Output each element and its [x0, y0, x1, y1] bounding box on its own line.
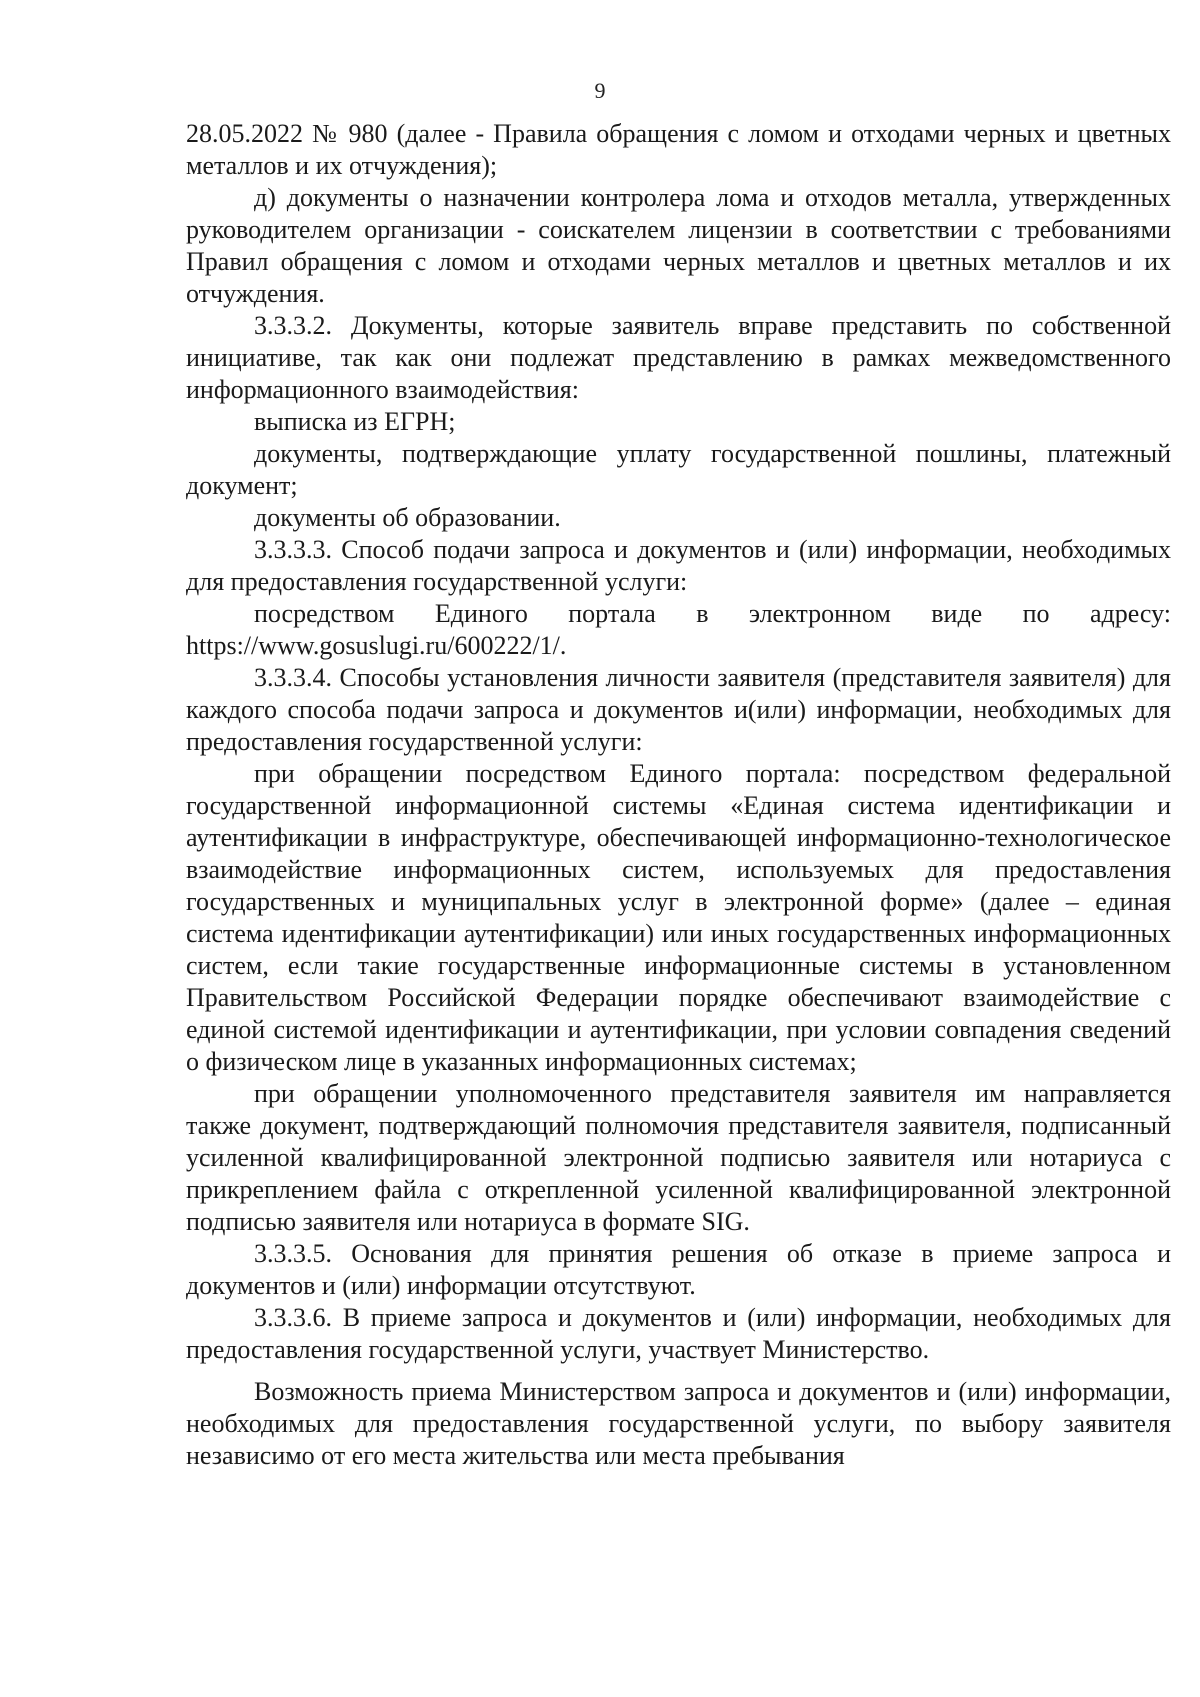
paragraph-portal-identification: при обращении посредством Единого портала: посредством федеральной государственной информационной системы «Единая система идентификации и аутентификации в инфраструктуре, обеспечивающей информационно-технологическое взаимодействие информационных систем, используемых для предоставления государственных и муниципальных услуг в электронной форме» (далее – единая система идентификации аутентификации) или иных государственных информационных систем, если такие государственные информационные системы в установленном Правительством Российской Федерации порядке обеспечивают взаимодействие с единой системой идентификации и аутентификации, при условии совпадения сведений о физическом лице в указанных информационных системах;: [186, 759, 1171, 1076]
paragraph-3-3-3-4: 3.3.3.4. Способы установления личности заявителя (представителя заявителя) для каждого способа подачи запроса и документов и(или) информации, необходимых для предоставления государственной услуги:: [186, 663, 1171, 756]
list-item-fee-payment: документы, подтверждающие уплату государственной пошлины, платежный документ;: [186, 439, 1171, 500]
document-body: [186, 118, 1171, 1472]
paragraph-controller-documents: д) документы о назначении контролера лома и отходов металла, утвержденных руководителем организации - соискателем лицензии в соответствии с требованиями Правил обращения с ломом и отходами черных металлов и цветных металлов и их отчуждения.: [186, 183, 1171, 308]
paragraph-3-3-3-3: 3.3.3.3. Способ подачи запроса и документов и (или) информации, необходимых для предоставления государственной услуги:: [186, 535, 1171, 596]
paragraph-portal-address: посредством Единого портала в электронном виде по адресу: https://www.gosuslugi.ru/600222/1/.: [186, 599, 1171, 660]
paragraph-3-3-3-5: 3.3.3.5. Основания для принятия решения об отказе в приеме запроса и документов и (или) информации отсутствуют.: [186, 1239, 1171, 1300]
paragraph-acceptance-possibility: Возможность приема Министерством запроса и документов и (или) информации, необходимых для предоставления государственной услуги, по выбору заявителя независимо от его места жительства или места пребывания: [186, 1377, 1171, 1470]
paragraph-rules-reference: 28.05.2022 № 980 (далее - Правила обращения с ломом и отходами черных и цветных металлов и их отчуждения);: [186, 119, 1171, 180]
paragraph-authorized-representative: при обращении уполномоченного представителя заявителя им направляется также документ, подтверждающий полномочия представителя заявителя, подписанный усиленной квалифицированной электронной подписью заявителя или нотариуса с прикреплением файла с открепленной усиленной квалифицированной электронной подписью заявителя или нотариуса в формате SIG.: [186, 1079, 1171, 1236]
page-number: 9: [594, 78, 606, 103]
paragraph-3-3-3-6: 3.3.3.6. В приеме запроса и документов и (или) информации, необходимых для предоставления государственной услуги, участвует Министерство.: [186, 1303, 1171, 1364]
list-item-egrn-extract: выписка из ЕГРН;: [254, 407, 456, 436]
list-item-education-documents: документы об образовании.: [254, 503, 561, 532]
paragraph-3-3-3-2: 3.3.3.2. Документы, которые заявитель вправе представить по собственной инициативе, так как они подлежат представлению в рамках межведомственного информационного взаимодействия:: [186, 311, 1171, 404]
